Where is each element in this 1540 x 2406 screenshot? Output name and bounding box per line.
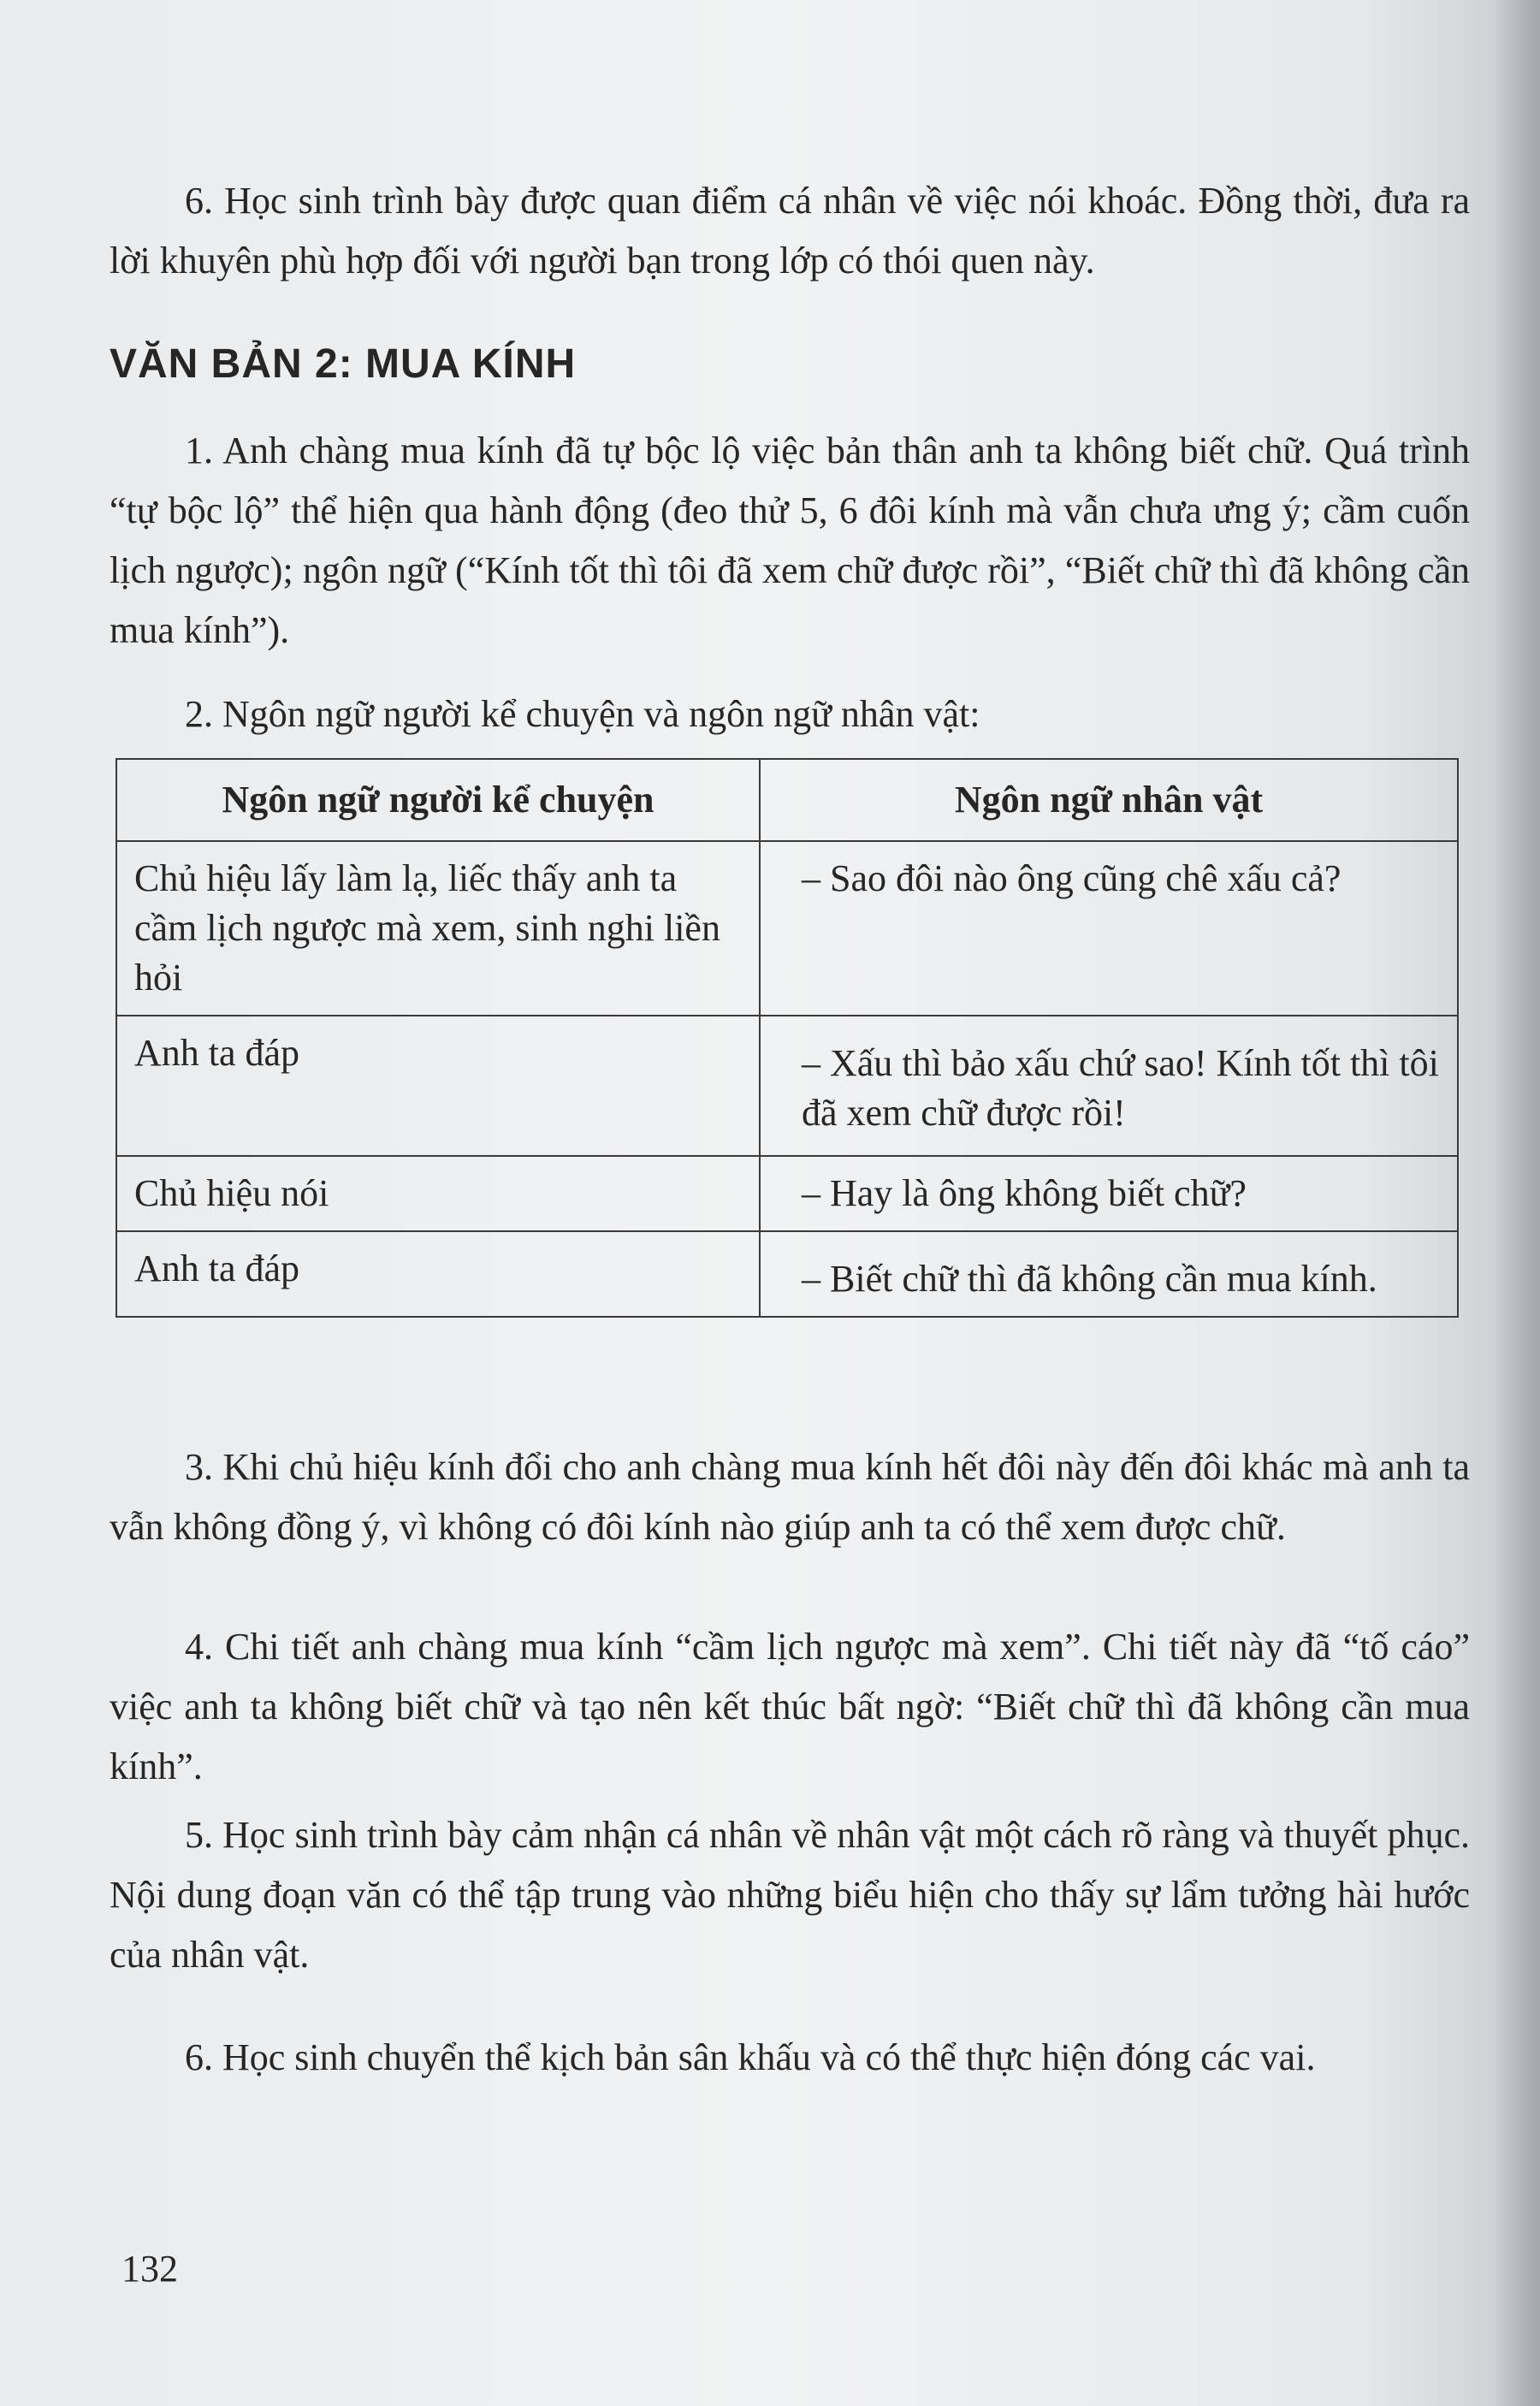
paragraph-item-6: 6. Học sinh chuyển thể kịch bản sân khấu và có thể thực hiện đóng các vai.	[185, 2036, 1316, 2078]
table-row	[116, 1231, 1458, 1317]
paragraph-item-5: 5. Học sinh trình bày cảm nhận cá nhân về nhân vật một cách rõ ràng và thuyết phục. Nội dung đoạn văn có thể tập trung vào những biểu hiện cho thấy sự lẩm tưởng hài hước của nhân vật.	[110, 1814, 1470, 1976]
table-cell-character: – Biết chữ thì đã không cần mua kính.	[760, 1231, 1458, 1317]
table-header-character: Ngôn ngữ nhân vật	[760, 759, 1458, 841]
table-cell-narrator: Anh ta đáp	[116, 1231, 760, 1317]
table-header-narrator: Ngôn ngữ người kể chuyện	[116, 759, 760, 841]
page-edge-shadow	[1489, 0, 1540, 2406]
section-heading: VĂN BẢN 2: MUA KÍNH	[110, 341, 577, 387]
table-row	[116, 1016, 1458, 1156]
table-row	[116, 841, 1458, 1016]
paragraph-item-3: 3. Khi chủ hiệu kính đổi cho anh chàng mua kính hết đôi này đến đôi khác mà anh ta vẫn không đồng ý, vì không có đôi kính nào giúp anh ta có thể xem được chữ.	[110, 1446, 1470, 1548]
paragraph-item-2: 2. Ngôn ngữ người kể chuyện và ngôn ngữ nhân vật:	[185, 693, 980, 735]
table-cell-character: – Sao đôi nào ông cũng chê xấu cả?	[760, 841, 1458, 1016]
table-row	[116, 1156, 1458, 1231]
table-header-row	[116, 759, 1458, 841]
paragraph-item-4: 4. Chi tiết anh chàng mua kính “cầm lịch ngược mà xem”. Chi tiết này đã “tố cáo” việc anh ta không biết chữ và tạo nên kết thúc bất ngờ: “Biết chữ thì đã không cần mua kính”.	[110, 1626, 1470, 1787]
table-cell-narrator: Chủ hiệu lấy làm lạ, liếc thấy anh ta cầm lịch ngược mà xem, sinh nghi liền hỏi	[116, 841, 760, 1016]
paragraph-item-6-previous: 6. Học sinh trình bày được quan điểm cá nhân về việc nói khoác. Đồng thời, đưa ra lời khuyên phù hợp đối với người bạn trong lớp có thói quen này.	[110, 180, 1470, 281]
page-number: 132	[121, 2248, 178, 2290]
table-cell-narrator: Chủ hiệu nói	[116, 1156, 760, 1231]
table-cell-narrator: Anh ta đáp	[116, 1016, 760, 1156]
table-cell-character: – Hay là ông không biết chữ?	[760, 1156, 1458, 1231]
language-comparison-table	[116, 758, 1459, 1318]
table-cell-character: – Xấu thì bảo xấu chứ sao! Kính tốt thì tôi đã xem chữ được rồi!	[760, 1016, 1458, 1156]
paragraph-item-1: 1. Anh chàng mua kính đã tự bộc lộ việc bản thân anh ta không biết chữ. Quá trình “tự bộc lộ” thể hiện qua hành động (đeo thử 5, 6 đôi kính mà vẫn chưa ưng ý; cầm cuốn lịch ngược); ngôn ngữ (“Kính tốt thì tôi đã xem chữ được rồi”, “Biết chữ thì đã không cần mua kính”).	[110, 430, 1470, 651]
